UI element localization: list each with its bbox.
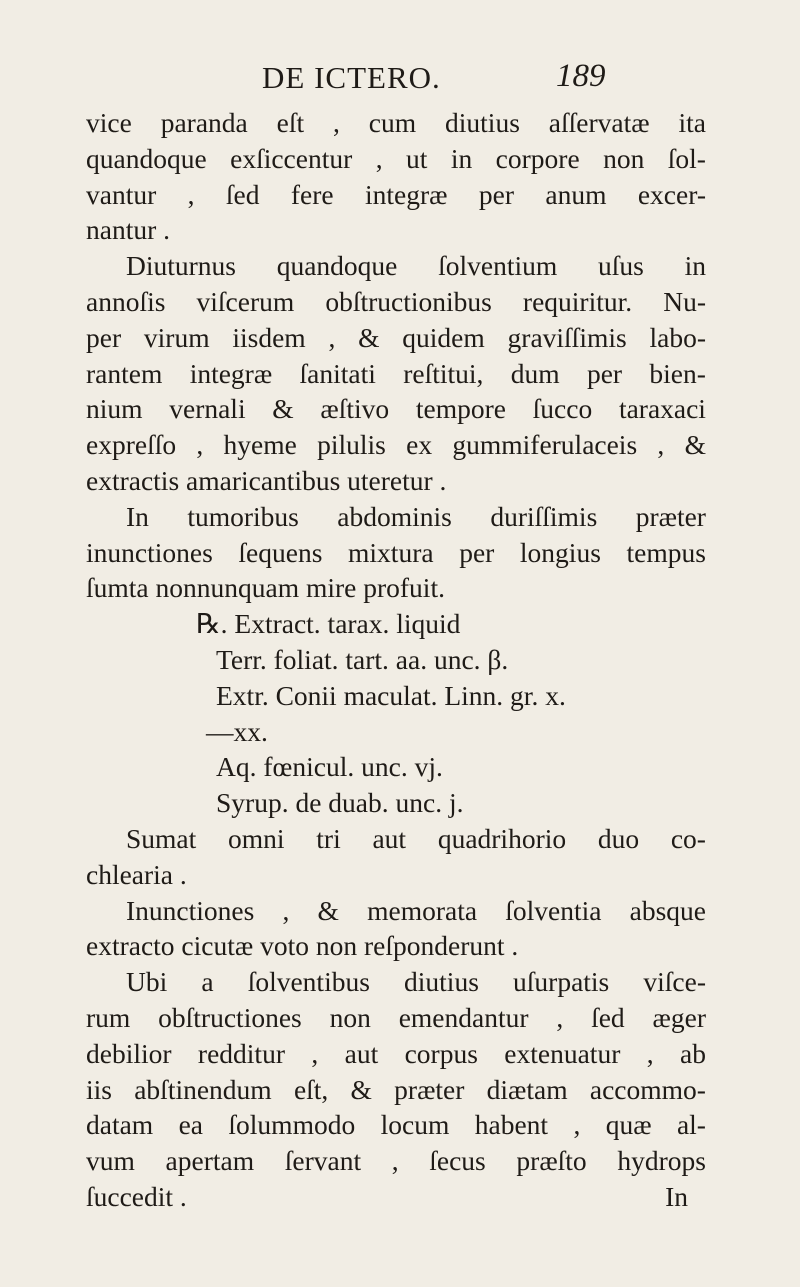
word: uſurpatis bbox=[513, 966, 610, 998]
word: cum bbox=[368, 107, 417, 138]
word: pilulis bbox=[317, 429, 386, 461]
word: ſol- bbox=[667, 142, 706, 174]
word: a bbox=[201, 966, 214, 998]
word: paranda bbox=[160, 107, 248, 138]
word: , bbox=[282, 894, 290, 926]
word: duriſſimis bbox=[490, 500, 598, 532]
word: ex bbox=[406, 429, 433, 461]
word: quandoque bbox=[276, 250, 398, 282]
word: redditur bbox=[197, 1037, 285, 1069]
text-line bbox=[86, 678, 706, 714]
word: labo- bbox=[649, 321, 706, 353]
text-line bbox=[86, 248, 706, 284]
word: Diuturnus bbox=[126, 250, 236, 282]
word: ut bbox=[406, 142, 428, 174]
word: viſcerum bbox=[196, 285, 295, 317]
word: In bbox=[126, 500, 149, 532]
word: hyeme bbox=[223, 429, 297, 461]
word: præſto bbox=[516, 1145, 587, 1177]
text-line bbox=[86, 320, 706, 356]
word: Nu- bbox=[663, 285, 706, 317]
word: excer- bbox=[637, 178, 706, 210]
word: abdominis bbox=[337, 500, 452, 532]
word: , bbox=[657, 429, 665, 461]
word: aſſervatæ bbox=[548, 107, 650, 138]
text-line bbox=[86, 570, 706, 606]
word: æſtivo bbox=[320, 393, 390, 425]
word: tempus bbox=[626, 536, 706, 568]
word: eſt, bbox=[293, 1073, 329, 1105]
text-line bbox=[86, 1036, 706, 1072]
word: requiritur. bbox=[522, 285, 633, 317]
word: habent bbox=[474, 1109, 549, 1141]
line-text: ſuccedit . bbox=[86, 1180, 187, 1212]
word: rum bbox=[86, 1001, 131, 1033]
word: præter bbox=[635, 500, 706, 532]
word: Sumat bbox=[126, 822, 197, 854]
text-line bbox=[86, 749, 706, 785]
word: , bbox=[333, 107, 340, 138]
word: accommo- bbox=[589, 1073, 706, 1105]
line-text: ſumta nonnunquam mire profuit. bbox=[86, 572, 445, 604]
line-text: —xx. bbox=[206, 715, 268, 747]
text-line bbox=[86, 1107, 706, 1143]
word: ſolventibus bbox=[247, 966, 370, 998]
text-line bbox=[86, 463, 706, 499]
word: omni bbox=[228, 822, 285, 854]
word: , bbox=[328, 321, 336, 353]
text-line bbox=[86, 1143, 706, 1179]
word: & bbox=[358, 321, 380, 353]
word: per bbox=[478, 178, 514, 210]
word: obſtructiones bbox=[158, 1001, 302, 1033]
line-text: Extr. Conii maculat. Linn. gr. x. bbox=[216, 679, 566, 711]
word: co- bbox=[670, 822, 706, 854]
line-text: ℞. Extract. tarax. liquid bbox=[196, 608, 461, 640]
word: taraxaci bbox=[618, 393, 706, 425]
word: bien- bbox=[649, 357, 706, 389]
word: aut bbox=[372, 822, 407, 854]
word: quæ bbox=[605, 1109, 652, 1141]
word: corpore bbox=[495, 142, 580, 174]
word: ita bbox=[678, 107, 706, 138]
catchword: In bbox=[665, 1180, 688, 1212]
text-line bbox=[86, 391, 706, 427]
word: viſce- bbox=[643, 966, 706, 998]
text-line bbox=[86, 284, 706, 320]
text-line bbox=[86, 105, 706, 141]
word: ſolventia bbox=[505, 894, 602, 926]
word: iis bbox=[86, 1073, 112, 1105]
word: ſed bbox=[591, 1001, 625, 1033]
word: datam bbox=[86, 1109, 154, 1141]
line-text: Aq. fœnicul. unc. vj. bbox=[216, 751, 443, 783]
line-text: nantur . bbox=[86, 214, 171, 246]
word: emendantur bbox=[398, 1001, 529, 1033]
word: , bbox=[196, 429, 204, 461]
word: memorata bbox=[367, 894, 478, 926]
word: corpus bbox=[404, 1037, 478, 1069]
word: diætam bbox=[486, 1073, 568, 1105]
word: anum bbox=[545, 178, 607, 210]
word: in bbox=[450, 142, 473, 174]
word: tempore bbox=[415, 393, 506, 425]
word: , bbox=[187, 178, 195, 210]
text-line bbox=[86, 1072, 706, 1108]
text-line bbox=[86, 1179, 706, 1215]
line-text: extracto cicutæ voto non reſponderunt . bbox=[86, 930, 519, 962]
word: gummiferulaceis bbox=[452, 429, 638, 461]
word: rantem bbox=[86, 357, 163, 389]
word: vantur bbox=[86, 178, 157, 210]
text-line bbox=[86, 141, 706, 177]
word: mixtura bbox=[348, 536, 434, 568]
word: expreſſo bbox=[86, 429, 177, 461]
word: non bbox=[603, 142, 645, 174]
text-line bbox=[86, 177, 706, 213]
text-line bbox=[86, 356, 706, 392]
text-body bbox=[86, 105, 706, 1215]
word: & bbox=[350, 1073, 372, 1105]
word: diutius bbox=[404, 966, 479, 998]
word: ſervant bbox=[284, 1145, 362, 1177]
text-line bbox=[86, 964, 706, 1000]
word: æger bbox=[652, 1001, 706, 1033]
word: ea bbox=[178, 1109, 204, 1141]
word: quadrihorio bbox=[437, 822, 567, 854]
word: non bbox=[329, 1001, 371, 1033]
word: locum bbox=[380, 1109, 450, 1141]
text-line bbox=[86, 893, 706, 929]
word: , bbox=[573, 1109, 581, 1141]
word: ab bbox=[679, 1037, 706, 1069]
word: debilior bbox=[86, 1037, 172, 1069]
page-number: 189 bbox=[556, 58, 606, 94]
word: inunctiones bbox=[86, 536, 213, 568]
word: & bbox=[684, 429, 706, 461]
word: apertam bbox=[165, 1145, 255, 1177]
word: integræ bbox=[189, 357, 273, 389]
text-line bbox=[86, 857, 706, 893]
running-title: DE ICTERO. bbox=[262, 60, 441, 95]
word: per bbox=[86, 321, 122, 353]
word: tumoribus bbox=[187, 500, 299, 532]
word: ſed bbox=[225, 178, 260, 210]
word: hydrops bbox=[617, 1145, 706, 1177]
word: reſtitui, bbox=[403, 357, 484, 389]
word: ſanitati bbox=[299, 357, 376, 389]
word: , bbox=[311, 1037, 319, 1069]
text-line bbox=[86, 785, 706, 821]
text-line bbox=[86, 606, 706, 642]
word: ſequens bbox=[238, 536, 323, 568]
word: duo bbox=[597, 822, 640, 854]
text-line bbox=[86, 535, 706, 571]
word: vice bbox=[86, 107, 132, 138]
word: extenuatur bbox=[504, 1037, 621, 1069]
word: eſt bbox=[276, 107, 305, 138]
word: dum bbox=[510, 357, 560, 389]
text-line bbox=[86, 212, 706, 248]
word: , bbox=[375, 142, 383, 174]
word: tri bbox=[316, 822, 341, 854]
word: ſucco bbox=[532, 393, 593, 425]
text-line bbox=[86, 1000, 706, 1036]
word: Inunctiones bbox=[126, 894, 255, 926]
running-header bbox=[0, 58, 800, 102]
word: obſtructionibus bbox=[325, 285, 492, 317]
word: in bbox=[684, 250, 706, 282]
word: graviſſimis bbox=[507, 321, 627, 353]
word: annoſis bbox=[86, 285, 166, 317]
line-text: Terr. foliat. tart. aa. unc. β. bbox=[216, 643, 509, 675]
word: vum bbox=[86, 1145, 135, 1177]
text-line bbox=[86, 928, 706, 964]
word: integræ bbox=[364, 178, 448, 210]
word: abſtinendum bbox=[134, 1073, 272, 1105]
word: vernali bbox=[169, 393, 246, 425]
text-line bbox=[86, 714, 706, 750]
line-text: Syrup. de duab. unc. j. bbox=[216, 787, 464, 819]
word: , bbox=[646, 1037, 654, 1069]
word: aut bbox=[344, 1037, 379, 1069]
word: per bbox=[459, 536, 495, 568]
text-line bbox=[86, 642, 706, 678]
word: diutius bbox=[445, 107, 520, 138]
word: ſecus bbox=[429, 1145, 486, 1177]
word: & bbox=[272, 393, 294, 425]
text-line bbox=[86, 499, 706, 535]
word: al- bbox=[676, 1109, 706, 1141]
text-line bbox=[86, 427, 706, 463]
word: præter bbox=[394, 1073, 465, 1105]
word: Ubi bbox=[126, 966, 168, 998]
word: quidem bbox=[402, 321, 485, 353]
word: ſolummodo bbox=[228, 1109, 356, 1141]
word: virum bbox=[143, 321, 210, 353]
word: longius bbox=[519, 536, 601, 568]
word: uſus bbox=[598, 250, 644, 282]
word: & bbox=[317, 894, 339, 926]
word: , bbox=[556, 1001, 564, 1033]
word: quandoque bbox=[86, 142, 207, 174]
word: ſolventium bbox=[438, 250, 558, 282]
word: exſiccentur bbox=[230, 142, 353, 174]
word: iisdem bbox=[232, 321, 306, 353]
line-text: extractis amaricantibus uteretur . bbox=[86, 464, 447, 496]
word: , bbox=[391, 1145, 399, 1177]
word: fere bbox=[290, 178, 334, 210]
text-line bbox=[86, 821, 706, 857]
word: per bbox=[586, 357, 623, 389]
line-text: chlearia . bbox=[86, 858, 187, 890]
word: absque bbox=[629, 894, 706, 926]
word: nium bbox=[86, 393, 143, 425]
